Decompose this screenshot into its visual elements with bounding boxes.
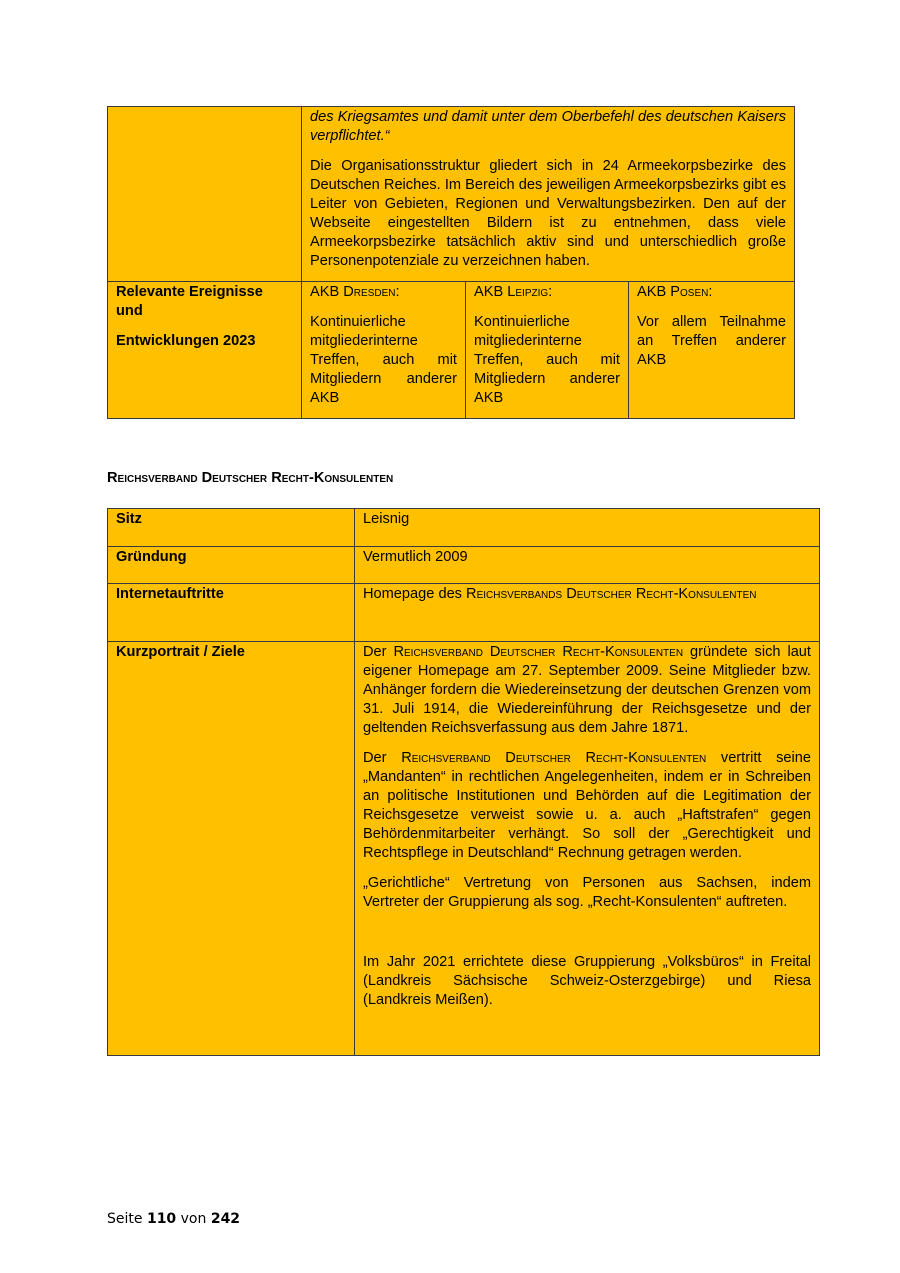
akb-dresden-cell xyxy=(302,282,466,419)
gruendung-label: Gründung xyxy=(108,547,355,584)
akb-text: Vor allem Teilnahme an Treffen anderer AKB xyxy=(637,314,786,368)
table-row xyxy=(108,509,820,547)
table-row xyxy=(108,547,820,584)
page-number: Seite 110 von 242 xyxy=(107,1211,241,1227)
sitz-value: Leisnig xyxy=(355,509,820,547)
events-label-cell xyxy=(108,282,302,419)
section-title: Reichsverband Deutscher Recht-Konsulenten xyxy=(107,470,394,486)
quote-text: des Kriegsamtes und damit unter dem Oberbefehl des deutschen Kaisers verpflichtet.“ xyxy=(310,109,786,144)
structure-text: Die Organisationsstruktur gliedert sich in 24 Armeekorpsbezirke des Deutschen Reiches. Im Bereich des jeweiligen Armeekorpsbezirks gibt es Leiter von Gebieten, Regionen und Verwaltungsbezirken. Den auf der Webseite eingestellten Bildern ist zu entnehmen, dass viele Armeekorpsbezirke tatsächlich aktiv sind und unterschiedlich große Personenpotenziale zu verzeichnen haben. xyxy=(310,158,786,269)
akb-heading: AKB Dresden: xyxy=(310,284,400,300)
akb-table xyxy=(107,106,795,419)
table-row xyxy=(108,584,820,642)
table-cell-description xyxy=(302,107,795,282)
akb-text: Kontinuierliche mitgliederinterne Treffen, auch mit Mitgliedern anderer AKB xyxy=(474,314,620,406)
table-cell-empty xyxy=(108,107,302,282)
akb-text: Kontinuierliche mitgliederinterne Treffen, auch mit Mitgliedern anderer AKB xyxy=(310,314,457,406)
org-name: Reichsverbands Deutscher Recht-Konsulenten xyxy=(466,586,757,602)
akb-heading: AKB Posen: xyxy=(637,284,713,300)
akb-posen-cell xyxy=(629,282,795,419)
org-name: Reichsverband Deutscher Recht-Konsulenten xyxy=(393,644,684,660)
portrait-cell xyxy=(355,642,820,1056)
portrait-paragraph: Im Jahr 2021 errichtete diese Gruppierung „Volksbüros“ in Freital (Landkreis Sächsische Schweiz-Osterzgebirge) und Riesa (Landkreis Meißen). xyxy=(363,954,811,1008)
gruendung-value: Vermutlich 2009 xyxy=(355,547,820,584)
org-name: Reichsverband Deutscher Recht-Konsulenten xyxy=(401,750,707,766)
portrait-paragraph: „Gerichtliche“ Vertretung von Personen aus Sachsen, indem Vertreter der Gruppierung als sog. „Recht-Konsulenten“ auftreten. xyxy=(363,875,811,910)
table-row xyxy=(108,642,820,1056)
portrait-label: Kurzportrait / Ziele xyxy=(108,642,355,1056)
events-label-line2: Entwicklungen 2023 xyxy=(116,333,256,349)
table-row xyxy=(108,107,795,282)
sitz-label: Sitz xyxy=(108,509,355,547)
table-row xyxy=(108,282,795,419)
org-profile-table xyxy=(107,508,820,1056)
portrait-paragraph: Der Reichsverband Deutscher Recht-Konsulenten vertritt seine „Mandanten“ in rechtlichen Angelegenheiten, indem er in Schreiben an politische Institutionen und Behörden auf die Legitimation der Reichsgesetze verweist sowie u. a. auch „Haftstrafen“ gegen Behördenmitarbeiter verhängt. So soll der „Gerechtigkeit und Rechtspflege in Deutschland“ Rechnung getragen werden. xyxy=(363,750,811,861)
akb-heading: AKB Leipzig: xyxy=(474,284,553,300)
internet-value: Homepage des Reichsverbands Deutscher Recht-Konsulenten xyxy=(355,584,820,642)
events-label-line1: Relevante Ereignisse und xyxy=(116,284,263,319)
portrait-paragraph: Der Reichsverband Deutscher Recht-Konsulenten gründete sich laut eigener Homepage am 27. September 2009. Seine Mitglieder bzw. Anhänger fordern die Wiedereinsetzung der deutschen Grenzen vom 31. Juli 1914, die Wiedereinführung der Reichsgesetze und der geltenden Reichsverfassung aus dem Jahre 1871. xyxy=(363,644,811,736)
internet-label: Internetauftritte xyxy=(108,584,355,642)
akb-leipzig-cell xyxy=(466,282,629,419)
